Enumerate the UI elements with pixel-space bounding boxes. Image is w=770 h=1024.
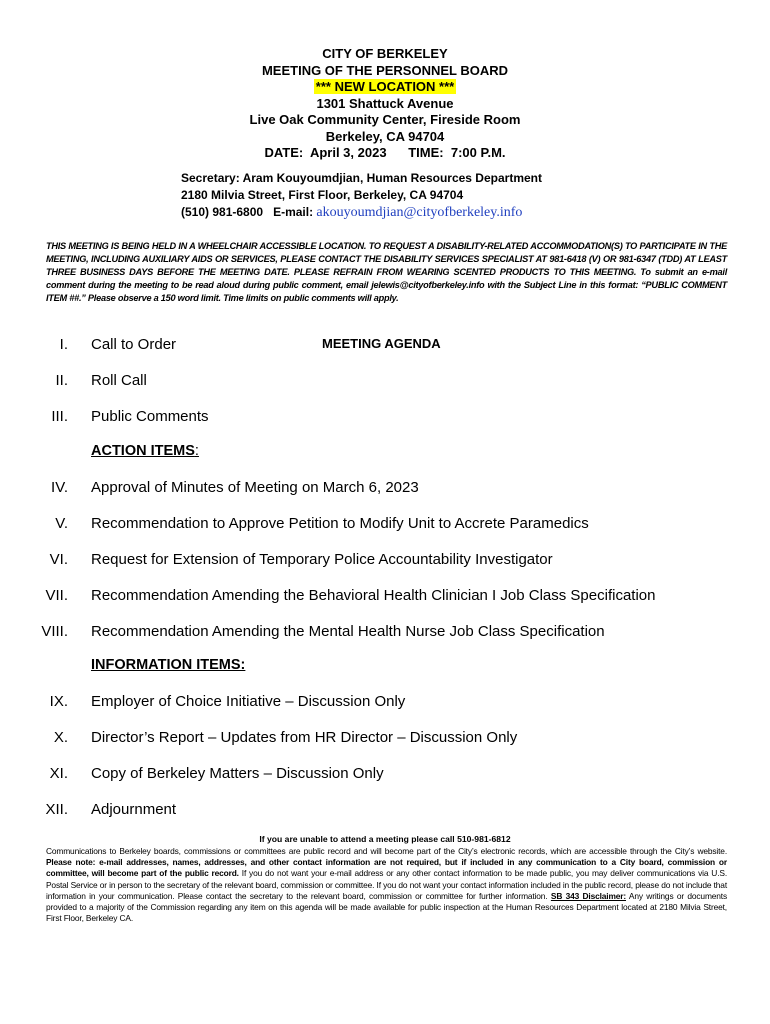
action-items-colon: : [194, 443, 199, 459]
agenda-item-number: VI. [49, 551, 68, 568]
agenda-item-text: Public Comments [91, 408, 209, 425]
sb343-label: SB 343 Disclaimer: [550, 890, 627, 901]
city-title: CITY OF BERKELEY [322, 46, 448, 61]
city-state-zip: Berkeley, CA 94704 [325, 128, 445, 144]
agenda-item-number: I. [59, 336, 68, 353]
footer-phone-notice: If you are unable to attend a meeting please call 510-981-6812 [259, 834, 511, 844]
agenda-item-text: Approval of Minutes of Meeting on March 6, 2023 [91, 479, 419, 496]
footer-text-2: If you do not want your e-mail address or any other contact information to be made public, you may deliver communications via U.S. Postal Service or in person to the secretary of the relevant board, commission or committee. If you do not want your contact information included in the public record, please do not include that information in your communication. Please contact the secretary to the relevant board, commission or committee for further information. [46, 868, 727, 901]
agenda-item-text: Recommendation to Approve Petition to Modify Unit to Accrete Paramedics [91, 515, 589, 532]
action-items-label: ACTION ITEMS [91, 443, 195, 459]
secretary-block [181, 170, 542, 221]
venue-name: Live Oak Community Center, Fireside Room [249, 112, 521, 127]
agenda-item-number: VII. [45, 587, 68, 604]
meeting-header [0, 46, 770, 162]
new-location-highlight: *** NEW LOCATION *** [315, 79, 455, 94]
action-items-heading [91, 443, 199, 459]
agenda-item-text: Employer of Choice Initiative – Discussion Only [91, 693, 406, 710]
footer-disclaimer [46, 846, 727, 924]
agenda-item-text: Roll Call [91, 372, 147, 389]
agenda-item-number: II. [55, 372, 68, 389]
date-time-line: DATE: April 3, 2023 TIME: 7:00 P.M. [264, 145, 506, 160]
agenda-item-number: XI. [49, 765, 68, 782]
agenda-item-text: Director’s Report – Updates from HR Director – Discussion Only [91, 729, 518, 746]
footer-text-3: Any writings or documents provided to a majority of the Commission regarding any item on this agenda will be made available for public inspection at the Human Resources Department located at 2180 Milvia Street, First Floor, Berkeley CA. [46, 890, 727, 924]
agenda-item-text: Request for Extension of Temporary Police Accountability Investigator [91, 551, 553, 568]
secretary-name: Secretary: Aram Kouyoumdjian, Human Resources Department [181, 171, 542, 185]
agenda-item-text: Copy of Berkeley Matters – Discussion Only [91, 765, 384, 782]
agenda-item-text: Adjournment [91, 801, 177, 818]
agenda-item-number: X. [53, 729, 68, 746]
secretary-phone: (510) 981-6800 E-mail: [181, 205, 314, 219]
agenda-item-text: Recommendation Amending the Behavioral Health Clinician I Job Class Specification [91, 587, 656, 604]
agenda-item-number: IX. [49, 693, 68, 710]
agenda-item-number: VIII. [41, 623, 68, 640]
board-title: MEETING OF THE PERSONNEL BOARD [261, 62, 509, 78]
accessibility-notice: THIS MEETING IS BEING HELD IN A WHEELCHAIR ACCESSIBLE LOCATION. TO REQUEST A DISABILITY-RELATED ACCOMMODATION(S) TO PARTICIPATE IN THE MEETING, INCLUDING AUXILIARY AIDS OR SERVICES, PLEASE CONTACT THE DISABILITY SERVICES SPECIALIST AT 981-6418 (V) OR 981-6347 (TDD) AT LEAST THREE BUSINESS DAYS BEFORE THE MEETING DATE. PLEASE REFRAIN FROM WEARING SCENTED PRODUCTS TO THIS MEETING. To submit an e-mail comment during the meeting to be read aloud during public comment, email jelewis@cityofberkeley.info with the Subject Line in this format: “PUBLIC COMMENT ITEM ##.” Please observe a 150 word limit. Time limits on public comments will apply. [46, 241, 727, 303]
agenda-item-number: V. [55, 515, 68, 532]
secretary-contact [181, 204, 542, 221]
agenda-title: MEETING AGENDA [322, 336, 441, 351]
agenda-item-text: Call to Order [91, 336, 177, 353]
street-address: 1301 Shattuck Avenue [316, 95, 454, 111]
new-location-banner [0, 79, 770, 96]
agenda-item-number: XII. [45, 801, 68, 818]
secretary-address: 2180 Milvia Street, First Floor, Berkeley, CA 94704 [181, 188, 464, 202]
secretary-email-link[interactable]: akouyoumdjian@cityofberkeley.info [316, 205, 523, 220]
agenda-item-number: III. [51, 408, 68, 425]
footer-text-1: Communications to Berkeley boards, commissions or committees are public record and will become part of the City’s electronic records, which are accessible through the City’s website. [46, 846, 727, 856]
agenda-item-number: IV. [51, 479, 68, 496]
footer-note-bold: Please note: e-mail addresses, names, addresses, and other contact information are not required, but if included in any communication to a City board, commission or committee, will become part of the public record. [46, 857, 727, 879]
information-items-heading: INFORMATION ITEMS: [91, 657, 246, 673]
agenda-item-text: Recommendation Amending the Mental Health Nurse Job Class Specification [91, 623, 605, 640]
